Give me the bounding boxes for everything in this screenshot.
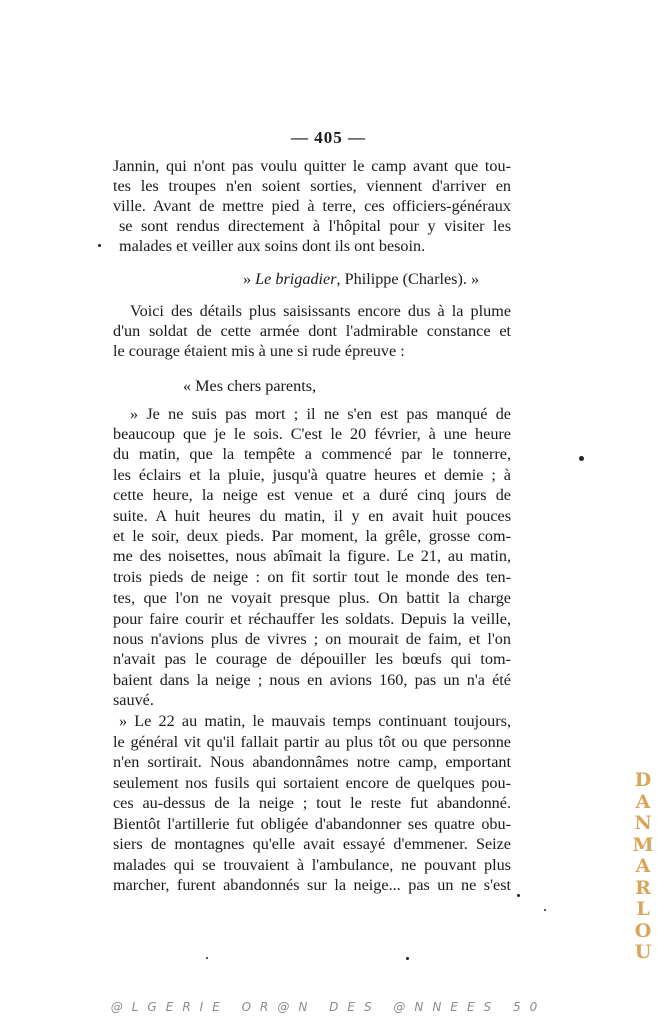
text-line: ces au-dessus de la neige ; tout le reste fut abandonné. (113, 794, 511, 812)
footer-text: @LGERIE OR@N DES @NNEES 50 (110, 1000, 547, 1014)
scan-speck (206, 957, 208, 959)
watermark-letter: U (634, 941, 652, 963)
text-line: n'en sortirait. Nous abandonnâmes notre camp, emportant (113, 753, 511, 771)
text-line: pour faire courir et réchauffer les soldats. Depuis la veille, (113, 610, 511, 628)
text-line: les éclairs et la pluie, jusqu'à quatre heures et demie ; à (113, 466, 511, 484)
watermark-letter: A (635, 855, 651, 877)
text-line: » Le 22 au matin, le mauvais temps continuant toujours, (119, 712, 511, 730)
text-line: se sont rendus directement à l'hôpital pour y visiter les (119, 217, 511, 235)
text-line: du matin, que la tempête a commencé par le tonnerre, (113, 445, 511, 463)
watermark-letter: A (635, 790, 651, 813)
watermark-letter: O (634, 919, 652, 942)
text-line: seulement nos fusils qui sortaient encore de quelques pou- (113, 774, 511, 792)
text-line: trois pieds de neige : on fit sortir tout le monde des ten- (113, 568, 511, 586)
watermark-letter: M (632, 833, 654, 856)
watermark-letter: R (635, 876, 651, 899)
scan-speck (579, 456, 584, 461)
text-line: et le soir, deux pieds. Par moment, la grêle, grosse com- (113, 527, 511, 545)
watermark-letter: D (634, 769, 652, 791)
text-line: le général vit qu'il fallait partir au plus tôt ou que personne (113, 733, 511, 751)
scan-speck (544, 909, 546, 911)
watermark (631, 770, 655, 964)
text-line: n'avait pas le courage de dépouiller les bœufs qui tom- (113, 650, 511, 668)
page-number: — 405 — (291, 128, 366, 147)
text-line: tes, que l'on ne voyait presque plus. On battit la charge (113, 589, 511, 607)
text-line: » Je ne suis pas mort ; il ne s'en est pas manqué de (130, 405, 511, 423)
text-line: Jannin, qui n'ont pas voulu quitter le camp avant que tou- (113, 157, 511, 175)
text-line: marcher, furent abandonnés sur la neige... pas un ne s'est (113, 876, 511, 894)
text-line: sauvé. (113, 691, 154, 709)
watermark-letter: N (634, 812, 652, 834)
text-line: tes les troupes n'en soient sorties, viennent d'arriver en (113, 177, 511, 195)
text-line: Voici des détails plus saisissants encore dus à la plume (130, 302, 511, 320)
text-line: ville. Avant de mettre pied à terre, ces officiers-généraux (113, 197, 511, 215)
watermark-letter: L (636, 898, 650, 920)
text-line: nous n'avions plus de vivres ; on mourait de faim, et l'on (113, 630, 511, 648)
text-line: beaucoup que je le sois. C'est le 20 février, à une heure (113, 425, 511, 443)
text-line: d'un soldat de cette armée dont l'admirable constance et (113, 322, 511, 340)
text-line: malades qui se trouvaient à l'ambulance, ne pouvant plus (113, 856, 511, 874)
text-line: malades et veiller aux soins dont ils ont besoin. (119, 237, 426, 255)
scan-speck (98, 244, 101, 247)
scan-speck (406, 957, 409, 960)
text-line: le courage étaient mis à une si rude épreuve : (113, 342, 405, 360)
text-line: me des noisettes, nous abîmait la figure. Le 21, au matin, (113, 547, 511, 565)
signature: » Le brigadier, Philippe (Charles). » (243, 270, 480, 288)
salutation: « Mes chers parents, (183, 377, 317, 395)
text-line: baient dans la neige ; nous en avions 160, pas un n'a été (113, 671, 511, 689)
text-line: siers de montagnes qu'elle avait essayé d'emmener. Seize (113, 835, 511, 853)
text-line: Bientôt l'artillerie fut obligée d'abandonner ses quatre obu- (113, 815, 511, 833)
text-line: cette heure, la neige est venue et a duré cinq jours de (113, 486, 511, 504)
text-line: suite. A huit heures du matin, il y en avait huit pouces (113, 507, 511, 525)
scan-speck (517, 894, 520, 897)
